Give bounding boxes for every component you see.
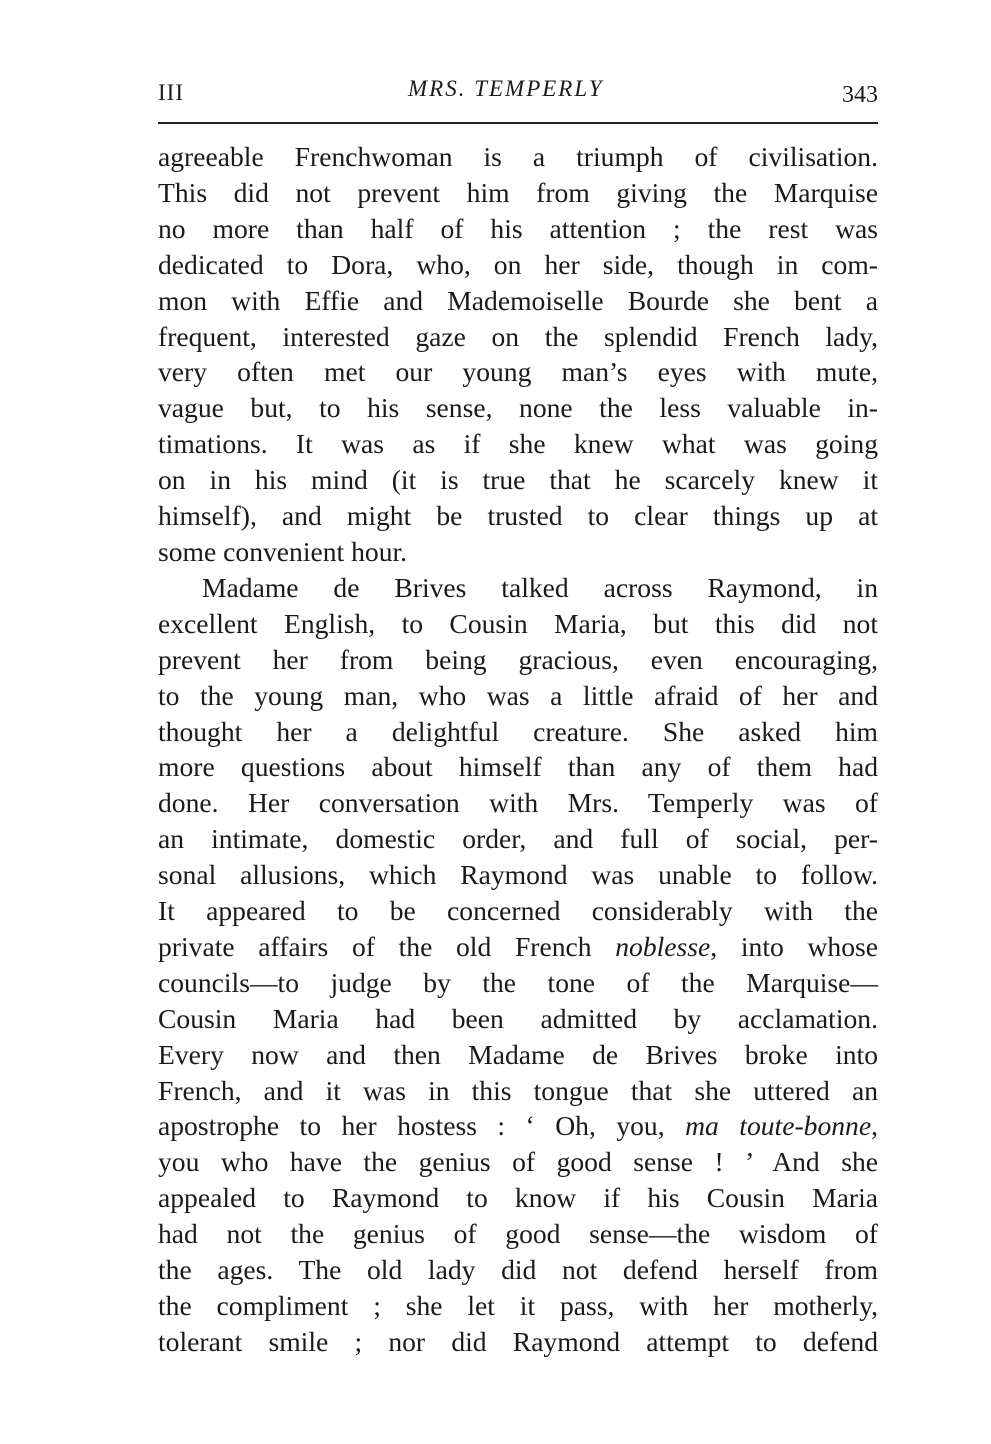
text-line: French, and it was in this tongue that she uttered an bbox=[158, 1074, 878, 1106]
text-line: done. Her conversation with Mrs. Temperly was of bbox=[158, 787, 878, 819]
line-text-after: , into whose bbox=[710, 930, 878, 962]
paragraph-2 bbox=[158, 570, 878, 1360]
text-line: the ages. The old lady did not defend herself from bbox=[158, 1254, 878, 1286]
text-line: dedicated to Dora, who, on her side, though in com- bbox=[158, 248, 878, 280]
text-line: councils—to judge by the tone of the Marquise— bbox=[158, 966, 878, 998]
text-line: prevent her from being gracious, even encouraging, bbox=[158, 643, 878, 675]
text-line: himself), and might be trusted to clear things up at bbox=[158, 500, 878, 532]
italic-term: noblesse bbox=[615, 930, 711, 962]
chapter-number: III bbox=[158, 80, 184, 105]
text-line: Madame de Brives talked across Raymond, in bbox=[202, 571, 878, 603]
body-text bbox=[158, 139, 878, 1360]
page-number: 343 bbox=[842, 82, 878, 108]
text-line: mon with Effie and Mademoiselle Bourde she bent a bbox=[158, 284, 878, 316]
italic-term: ma toute-bonne bbox=[685, 1110, 872, 1142]
text-line: This did not prevent him from giving the Marquise bbox=[158, 176, 878, 208]
text-line-with-italic bbox=[158, 929, 878, 965]
text-line: more questions about himself than any of them had bbox=[158, 751, 878, 783]
line-text-after: , bbox=[871, 1110, 879, 1142]
text-line: tolerant smile ; nor did Raymond attempt to defend bbox=[158, 1325, 878, 1357]
text-line: some convenient hour. bbox=[158, 535, 408, 567]
text-line: very often met our young man’s eyes with mute, bbox=[158, 356, 878, 388]
running-head bbox=[158, 74, 878, 114]
header-rule bbox=[158, 122, 878, 124]
text-line: on in his mind (it is true that he scarcely knew it bbox=[158, 464, 878, 496]
paragraph-1 bbox=[158, 139, 878, 570]
text-line: Every now and then Madame de Brives broke into bbox=[158, 1038, 878, 1070]
text-line: excellent English, to Cousin Maria, but this did not bbox=[158, 607, 878, 639]
text-line: timations. It was as if she knew what was going bbox=[158, 428, 878, 460]
text-line-with-italic bbox=[158, 1108, 878, 1144]
text-line: appealed to Raymond to know if his Cousin Maria bbox=[158, 1182, 878, 1214]
text-line: agreeable Frenchwoman is a triumph of civilisation. bbox=[158, 141, 878, 172]
text-line: no more than half of his attention ; the rest was bbox=[158, 212, 878, 244]
text-line: vague but, to his sense, none the less valuable in- bbox=[158, 392, 878, 424]
text-line: had not the genius of good sense—the wisdom of bbox=[158, 1218, 878, 1250]
text-line: frequent, interested gaze on the splendid French lady, bbox=[158, 320, 878, 352]
text-line: an intimate, domestic order, and full of social, per- bbox=[158, 823, 878, 855]
running-title: MRS. TEMPERLY bbox=[408, 76, 604, 101]
text-line: thought her a delightful creature. She asked him bbox=[158, 715, 878, 747]
line-text-before: private affairs of the old French bbox=[158, 930, 616, 962]
text-line: the compliment ; she let it pass, with her motherly, bbox=[158, 1290, 878, 1321]
text-line: you who have the genius of good sense ! ’ And she bbox=[158, 1146, 878, 1178]
text-line: to the young man, who was a little afraid of her and bbox=[158, 679, 878, 711]
text-line: It appeared to be concerned considerably with the bbox=[158, 895, 878, 927]
text-line: sonal allusions, which Raymond was unable to follow. bbox=[158, 859, 878, 891]
line-text-before: apostrophe to her hostess : ‘ Oh, you, bbox=[158, 1110, 686, 1142]
text-line: Cousin Maria had been admitted by acclamation. bbox=[158, 1002, 878, 1034]
